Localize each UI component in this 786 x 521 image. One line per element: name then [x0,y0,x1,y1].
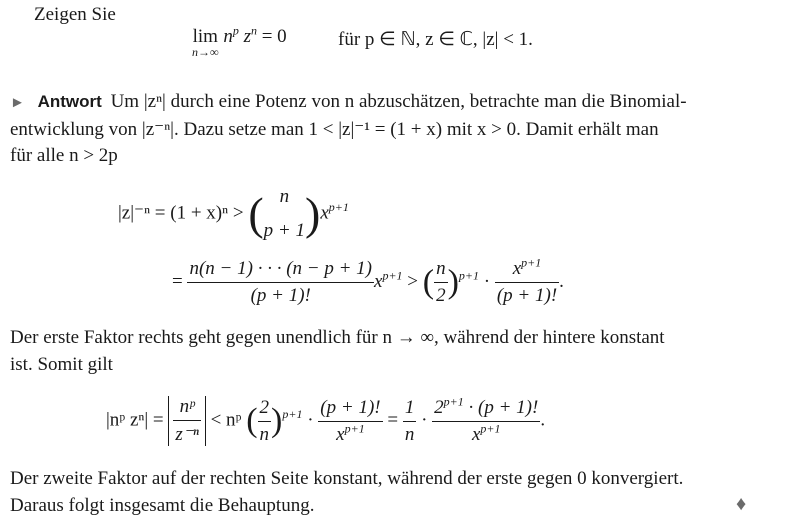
exercise-prompt: Zeigen Sie [34,4,116,25]
equation-binomial [118,180,349,248]
eq3-f1-den-exp: p+1 [344,421,365,436]
eq2-pow: p+1 [458,268,480,283]
eq3-lhs: |nᵖ zⁿ| = [106,409,164,431]
answer-line-2: entwicklung von |z⁻ⁿ|. Dazu setze man 1 < |z|⁻¹ = (1 + x) mit x > 0. Damit erhält man [10,119,659,140]
lim-expr-nexp: n [250,23,257,38]
eq2-x-exp: p+1 [382,268,403,283]
equation-estimate: = $\frac{n(n - 1) \cdot \cdot \cdot (n - p + 1)}{(p + 1)!}$ $x^{p+1}$ > ( $\frac{n}{2}$ )$^{p+1}$ · $\frac{x^{p+1}}{(p + 1)!}$ . [172,255,564,306]
binomial-coefficient [264,180,305,248]
eq3-const-fraction [432,394,540,446]
lim-expr-z: z [243,26,251,47]
eq2-last-den: (p + 1)! [495,282,559,307]
eq2-half-den: 2 [434,282,448,307]
eq1-lhs: |z|⁻ⁿ = (1 + x)ⁿ > [118,202,244,224]
para2-line-1: Der erste Faktor rechts geht gegen unendlich für n → ∞, während der hintere konstant [10,327,665,348]
eq3-dot2: · [421,409,428,431]
eq3-two-num: 2 [259,396,270,418]
eq3-f1-num: (p + 1)! [320,396,381,418]
end-of-proof-icon: ♦ [736,493,747,515]
answer-line-1 [10,91,687,113]
eq1-tail-exp: p+1 [328,200,349,215]
binom-close-paren: ) [305,188,321,240]
lim-equals: = 0 [261,26,287,47]
eq2-half-fraction [434,258,448,307]
eq3-f2-den: n [403,421,417,446]
eq3-pow: p+1 [282,407,303,422]
eq3-f3-num: 2 [434,396,444,418]
eq3-f3-num-exp: p+1 [443,394,464,409]
eq3-one-over-n [403,397,417,446]
lim-expr-n: n [223,26,233,47]
eq2-product-den: (p + 1)! [187,282,374,307]
limit-condition: für p ∈ ℕ, z ∈ ℂ, |z| < 1. [338,29,533,50]
eq3-f2-num: 1 [404,396,415,418]
lim-subscript: n→∞ [192,45,219,59]
binom-open-paren: ( [248,188,264,240]
eq3-dot: · [307,409,314,431]
answer-marker-icon: ► [10,95,25,111]
eq3-lt: < nᵖ [210,409,242,431]
eq2-equals: = [172,270,183,292]
answer-line-3: für alle n > 2p [10,145,118,166]
limit-statement [192,23,287,60]
para3-line-1: Der zweite Faktor auf der rechten Seite konstant, während der erste gegen 0 konvergiert. [10,468,684,489]
equation-final: |nᵖ zⁿ| = $\frac{\text{nᵖ}}{\text{z⁻ⁿ}}$ < nᵖ ( $\frac{2}{n}$ )$^{p+1}$ · $\frac{(p + 1)!}{x^{p+1}}$ = $\frac{1}{n}$ · $\frac{2^{p+1} \cdot (p + 1)!}{x^{p+1}}$ . [106,394,546,445]
answer-label: Antwort [37,92,102,111]
eq2-product-fraction [187,258,374,307]
eq3-factorial-fraction [318,397,382,446]
eq2-last-num-exp: p+1 [521,255,542,270]
eq3-f3-den-exp: p+1 [480,421,501,436]
eq2-product-num: n(n − 1) · · · (n − p + 1) [189,258,372,279]
eq3-f1-den: x [336,423,345,445]
eq2-last-fraction [495,255,559,307]
eq2-gt: > [407,270,419,292]
lim-operator: lim [192,26,218,47]
eq3-abs-fraction [173,396,200,446]
binom-top: n [279,186,290,207]
eq2-last-num: x [512,258,522,279]
binom-bottom: p + 1 [263,220,305,242]
eq3-end: . [540,409,546,431]
eq2-end: . [559,270,564,292]
eq2-x: x [374,270,383,292]
eq1-tail: x [320,202,329,224]
para2-line-2: ist. Somit gilt [10,354,113,375]
eq3-equals: = [387,409,399,431]
eq2-half-num: n [436,258,446,279]
eq2-dot: · [483,270,491,292]
eq3-abs-den: z⁻ⁿ [173,420,200,446]
eq3-two-fraction [258,397,272,446]
lim-expr-p: p [232,23,239,38]
eq3-two-den: n [258,421,272,446]
eq3-f3-num-tail: · (p + 1)! [468,396,539,418]
answer-text-1: Um |zⁿ| durch eine Potenz von n abzuschätzen, betrachte man die Binomial- [110,91,687,112]
eq3-f3-den: x [471,423,481,445]
eq3-abs-num: nᵖ [179,396,195,417]
para3-line-2: Daraus folgt insgesamt die Behauptung. [10,495,315,516]
